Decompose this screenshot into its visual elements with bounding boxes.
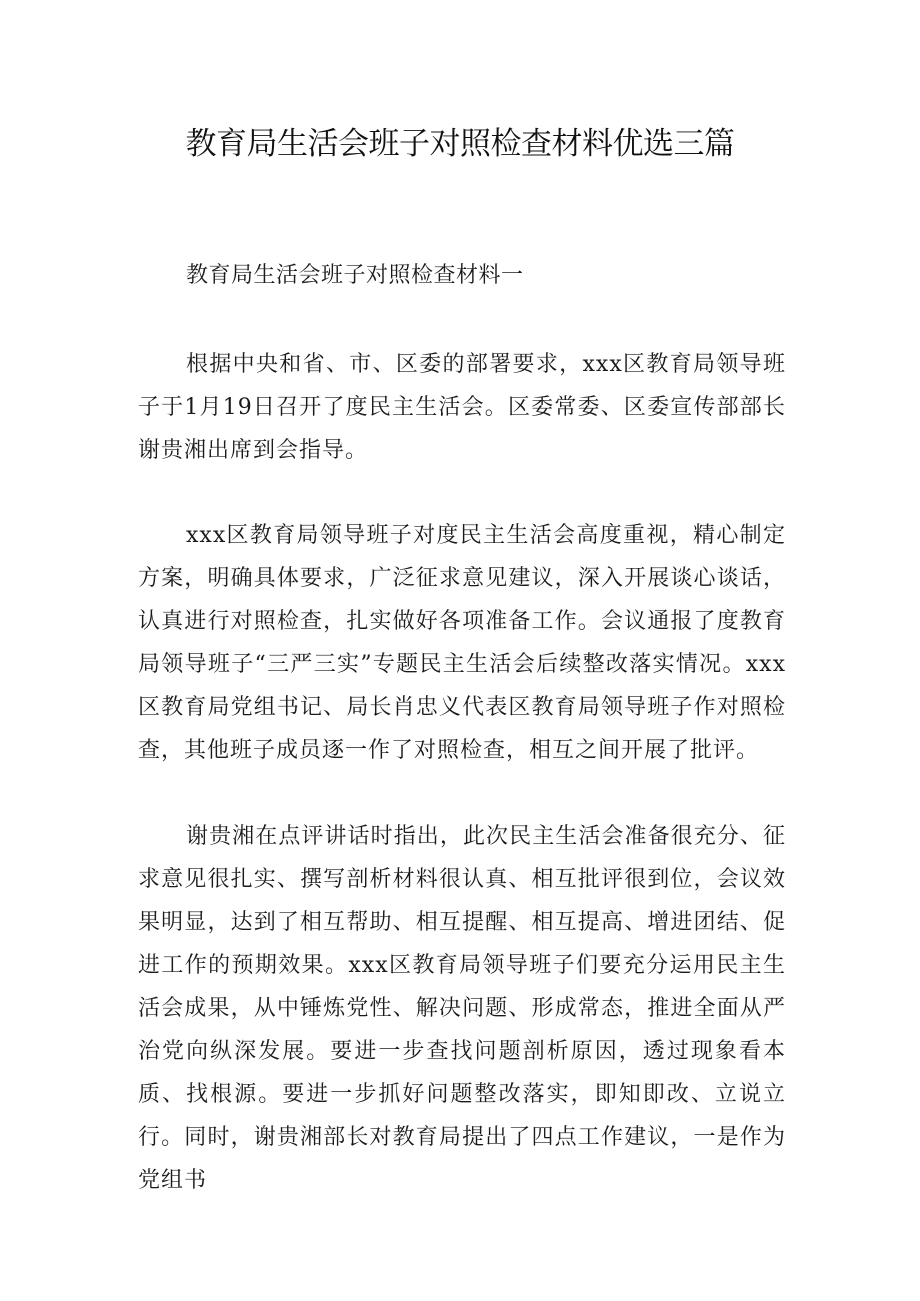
body-paragraph-1: 根据中央和省、市、区委的部署要求，xxx区教育局领导班子于1月19日召开了度民主生活会。区委常委、区委宣传部部长谢贵湘出席到会指导。 <box>138 352 786 463</box>
body-paragraph-3: 谢贵湘在点评讲话时指出，此次民主生活会准备很充分、征求意见很扎实、撰写剖析材料很认真、相互批评很到位，会议效果明显，达到了相互帮助、相互提醒、相互提高、增进团结、促进工作的预期效果。xxx区教育局领导班子们要充分运用民主生活会成果，从中锤炼党性、解决问题、形成常态，推进全面从严治党向纵深发展。要进一步查找问题剖析原因，透过现象看本质、找根源。要进一步抓好问题整改落实，即知即改、立说立行。同时，谢贵湘部长对教育局提出了四点工作建议，一是作为党组书 <box>138 824 786 1193</box>
body-paragraph-2: xxx区教育局领导班子对度民主生活会高度重视，精心制定方案，明确具体要求，广泛征求意见建议，深入开展谈心谈话，认真进行对照检查，扎实做好各项准备工作。会议通报了度教育局领导班子“三严三实”专题民主生活会后续整改落实情况。xxx区教育局党组书记、局长肖忠义代表区教育局领导班子作对照检查，其他班子成员逐一作了对照检查，相互之间开展了批评。 <box>138 523 786 763</box>
section-heading: 教育局生活会班子对照检查材料一 <box>186 263 524 288</box>
document-title: 教育局生活会班子对照检查材料优选三篇 <box>185 126 735 162</box>
